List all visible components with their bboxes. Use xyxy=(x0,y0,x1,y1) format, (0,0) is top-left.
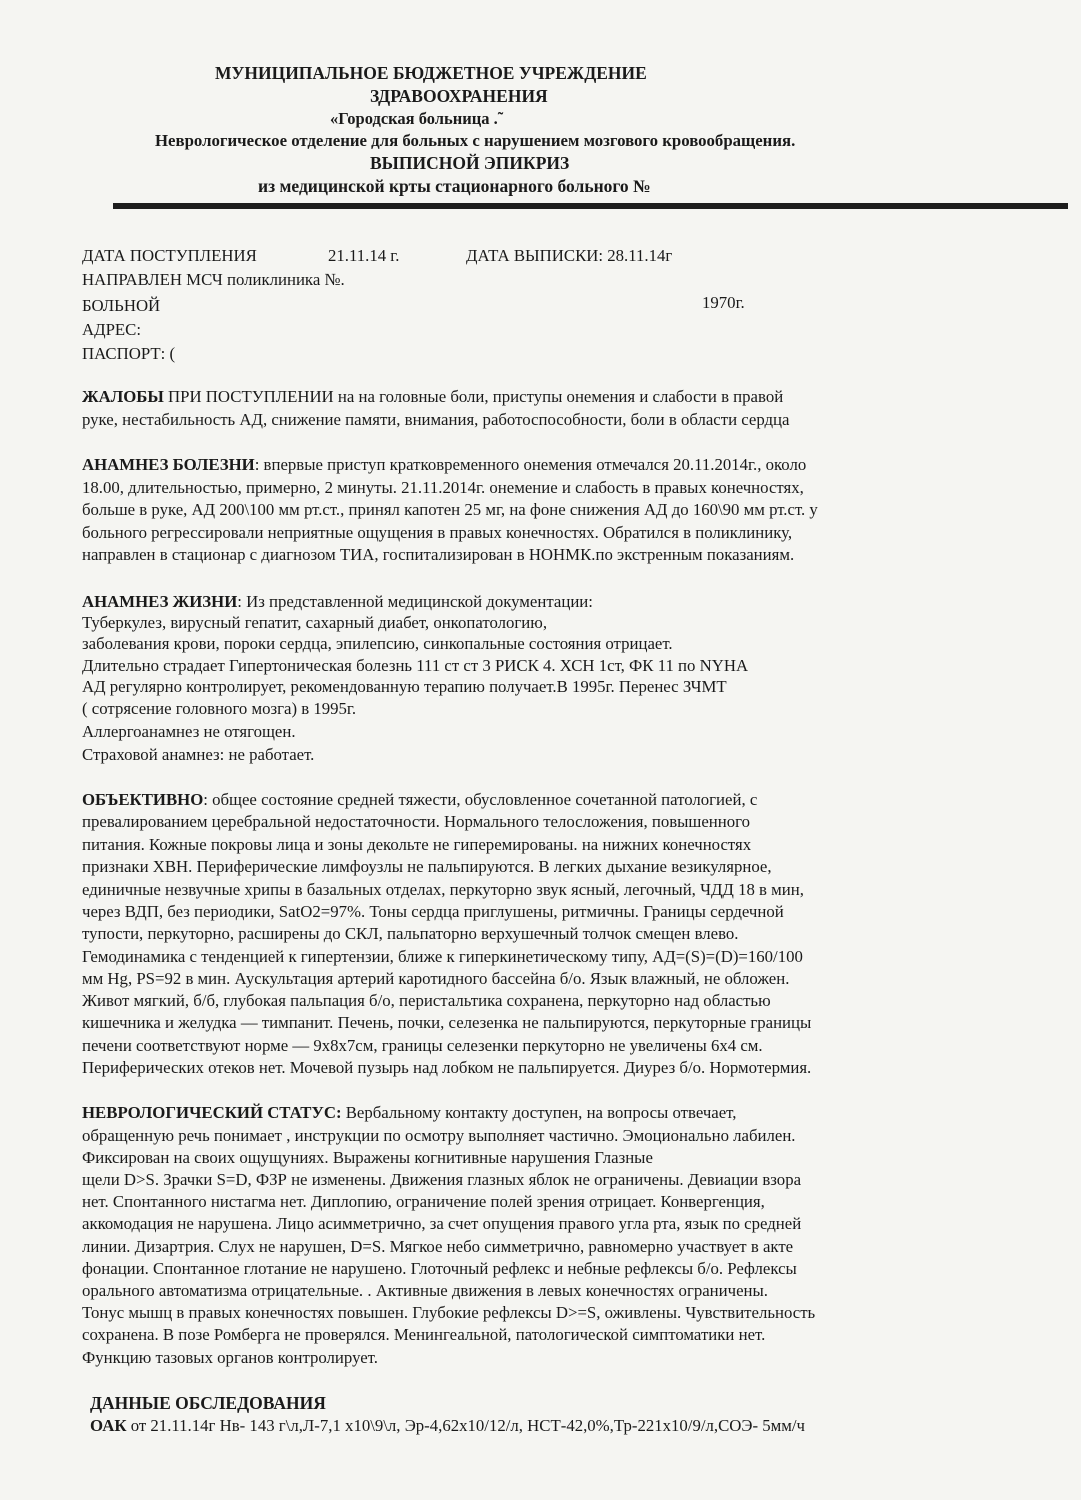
header-department: Неврологическое отделение для больных с нарушением мозгового кровообращения. xyxy=(155,131,796,150)
life-history-line-4: Длительно страдает Гипертоническая болезнь 111 ст ст 3 РИСК 4. ХСН 1ст, ФК 11 по NYHA xyxy=(82,656,749,675)
exam-oak-line xyxy=(90,1416,805,1436)
neuro-line-6: аккомодация не нарушена. Лицо асимметрично, за счет опущения правого угла рта, язык по средней xyxy=(82,1214,802,1233)
objective-line-7: тупости, перкуторно, расширены до СКЛ, пальпаторно верхушечный толчок смещен влево. xyxy=(82,924,739,943)
life-history-line-5: АД регулярно контролирует, рекомендованную терапию получает.В 1995г. Перенес ЗЧМТ xyxy=(82,677,727,696)
objective-line-5: единичные незвучные хрипы в базальных отделах, перкуторно звук ясный, легочный, ЧДД 18 в мин, xyxy=(82,880,804,899)
exam-title: ДАННЫЕ ОБСЛЕДОВАНИЯ xyxy=(90,1393,326,1413)
complaints-title: ЖАЛОБЫ xyxy=(82,387,164,406)
neuro-line-5: нет. Спонтанного нистагма нет. Диплопию, ограничение полей зрения отрицает. Конвергенция, xyxy=(82,1192,765,1211)
neuro-line-11: сохранена. В позе Ромберга не проверялся. Менингеальной, патологической симптоматики нет. xyxy=(82,1325,766,1344)
disease-history-line-2: 18.00, длительностью, примерно, 2 минуты. 21.11.2014г. онемение и слабость в правых конечностях, xyxy=(82,478,804,497)
neuro-line-9: орального автоматизма отрицательные. . Активные движения в левых конечностях ограничены. xyxy=(82,1281,768,1300)
life-history-line-7: Аллергоанамнез не отягощен. xyxy=(82,722,296,741)
neuro-line-2: обращенную речь понимает , инструкции по осмотру выполняет частично. Эмоционально лабилен. xyxy=(82,1126,796,1145)
disease-history-line-4: больного регрессировали неприятные ощущения в правых конечностях. Обратился в поликлинику, xyxy=(82,523,793,542)
objective-line-3: питания. Кожные покровы лица и зоны декольте не гиперемированы. на нижних конечностях xyxy=(82,835,752,854)
objective-line-8: Гемодинамика с тенденцией к гипертензии, ближе к гиперкинетическому типу, АД=(S)=(D)=160/100 xyxy=(82,947,803,966)
oak-results: от 21.11.14г Нв- 143 г\л,Л-7,1 х10\9\л, Эр-4,62х10/12/л, НСТ-42,0%,Тр-221х10/9/л,СОЭ- 5мм/ч xyxy=(126,1416,805,1435)
admission-date: 21.11.14 г. xyxy=(328,246,400,265)
objective-line-6: через ВДП, без периодики, SatO2=97%. Тоны сердца приглушены, ритмичны. Границы сердечной xyxy=(82,902,784,921)
life-history-title: АНАМНЕЗ ЖИЗНИ xyxy=(82,592,238,611)
header-institution: МУНИЦИПАЛЬНОЕ БЮДЖЕТНОЕ УЧРЕЖДЕНИЕ xyxy=(215,63,647,83)
neuro-line-10: Тонус мышц в правых конечностях повышен. Глубокие рефлексы D>=S, оживлены. Чувствительность xyxy=(82,1303,816,1322)
patient-label: БОЛЬНОЙ xyxy=(82,296,161,315)
neuro-line-12: Функцию тазовых органов контролирует. xyxy=(82,1348,378,1367)
disease-history-line-5: направлен в стационар с диагнозом ТИА, госпитализирован в НОНМК.по экстренным показаниям. xyxy=(82,545,795,564)
referral: НАПРАВЛЕН МСЧ поликлиника №. xyxy=(82,270,345,289)
discharge-date: ДАТА ВЫПИСКИ: 28.11.14г xyxy=(466,246,673,265)
disease-history-title: АНАМНЕЗ БОЛЕЗНИ xyxy=(82,455,255,474)
objective-line-11: кишечника и желудка — тимпанит. Печень, почки, селезенка не пальпируются, перкуторные границы xyxy=(82,1013,812,1032)
objective-line-9: мм Hg, PS=92 в мин. Аускультация артерий каротидного бассейна б/о. Язык влажный, не обложен. xyxy=(82,969,790,988)
passport-label: ПАСПОРТ: ( xyxy=(82,344,176,363)
disease-history-line-1: АНАМНЕЗ БОЛЕЗНИ: впервые приступ кратковременного онемения отмечался 20.11.2014г., около xyxy=(82,455,807,474)
header-doc-subtitle: из медицинской крты стационарного больного № xyxy=(258,176,651,196)
neuro-line-8: фонации. Спонтанное глотание не нарушено. Глоточный рефлекс и небные рефлексы б/о. Рефлексы xyxy=(82,1259,797,1278)
header-hospital: «Городская больница .˜ xyxy=(330,109,504,128)
header-divider xyxy=(113,203,1068,209)
disease-history-line-3: больше в руке, АД 200\100 мм рт.ст., принял капотен 25 мг, на фоне снижения АД до 160\90 мм рт.ст. у xyxy=(82,500,818,519)
admission-label: ДАТА ПОСТУПЛЕНИЯ xyxy=(82,246,257,265)
life-history-line-1: АНАМНЕЗ ЖИЗНИ: Из представленной медицинской документации: xyxy=(82,592,593,611)
header-healthcare: ЗДРАВООХРАНЕНИЯ xyxy=(370,86,548,106)
neuro-line-1: НЕВРОЛОГИЧЕСКИЙ СТАТУС: Вербальному контакту доступен, на вопросы отвечает, xyxy=(82,1103,737,1122)
neuro-line-4: щели D>S. Зрачки S=D, ФЗР не изменены. Движения глазных яблок не ограничены. Девиации взора xyxy=(82,1170,802,1189)
complaints-line-1: ЖАЛОБЫ ПРИ ПОСТУПЛЕНИИ на на головные боли, приступы онемения и слабости в правой xyxy=(82,387,784,406)
life-history-line-6: ( сотрясение головного мозга) в 1995г. xyxy=(82,699,357,718)
birth-year: 1970г. xyxy=(702,293,745,312)
life-history-line-2: Туберкулез, вирусный гепатит, сахарный диабет, онкопатологию, xyxy=(82,613,548,632)
objective-line-10: Живот мягкий, б/б, глубокая пальпация б/о, перистальтика сохранена, перкуторно над областью xyxy=(82,991,771,1010)
objective-line-4: признаки ХВН. Периферические лимфоузлы не пальпируются. В легких дыхание везикулярное, xyxy=(82,857,772,876)
objective-title: ОБЪЕКТИВНО xyxy=(82,790,204,809)
objective-line-2: превалированием церебральной недостаточности. Нормального телосложения, повышенного xyxy=(82,812,750,831)
life-history-line-8: Страховой анамнез: не работает. xyxy=(82,745,315,764)
neuro-line-7: линии. Дизартрия. Слух не нарушен, D=S. Мягкое небо симметрично, равномерно участвует в акте xyxy=(82,1237,794,1256)
objective-line-12: печени соответствуют норме — 9х8х7см, границы селезенки перкуторно не увеличены 6х4 см. xyxy=(82,1036,763,1055)
life-history-line-3: заболевания крови, пороки сердца, эпилепсию, синкопальные состояния отрицает. xyxy=(82,634,673,653)
objective-line-1: ОБЪЕКТИВНО: общее состояние средней тяжести, обусловленное сочетанной патологией, с xyxy=(82,790,758,809)
oak-label: ОАК xyxy=(90,1416,127,1435)
neuro-line-3: Фиксирован на своих ощущуниях. Выражены когнитивные нарушения Глазные xyxy=(82,1148,653,1167)
address-label: АДРЕС: xyxy=(82,320,142,339)
neuro-title: НЕВРОЛОГИЧЕСКИЙ СТАТУС: xyxy=(82,1103,342,1122)
header-doc-title: ВЫПИСНОЙ ЭПИКРИЗ xyxy=(370,153,570,173)
complaints-line-2: руке, нестабильность АД, снижение памяти, внимания, работоспособности, боли в области сердца xyxy=(82,410,790,429)
objective-line-13: Периферических отеков нет. Мочевой пузырь над лобком не пальпируется. Диурез б/о. Нормотермия. xyxy=(82,1058,812,1077)
